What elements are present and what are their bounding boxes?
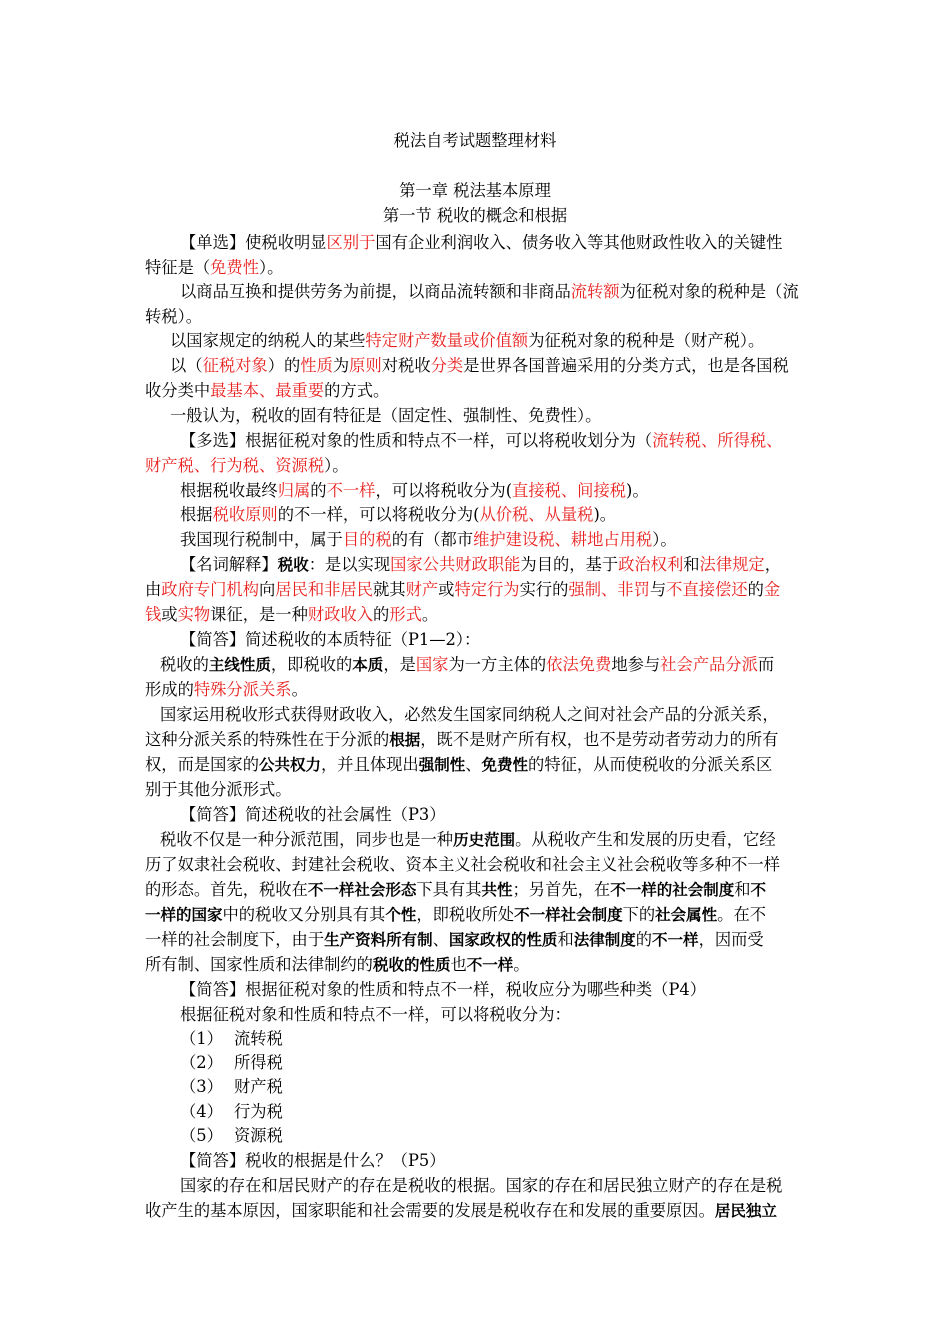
text-segment: ）。: [324, 456, 349, 475]
highlighted-text: 社会产品分派: [660, 655, 758, 674]
text-line: [145, 726, 778, 750]
highlighted-text: 维护建设税、耕地占用税: [473, 530, 653, 549]
highlighted-text: 钱: [145, 605, 162, 624]
bold-text: 本质: [352, 656, 384, 674]
text-segment: 资源税: [234, 1126, 283, 1145]
text-line: [180, 551, 781, 575]
text-segment: 以国家规定的纳税人的某些: [170, 331, 366, 350]
section-title: 第一节 税收的概念和根据: [382, 206, 568, 225]
text-segment: 的方式。: [324, 381, 390, 400]
text-segment: 、: [465, 755, 482, 774]
text-line: [180, 1073, 283, 1097]
text-segment: 、: [432, 930, 449, 949]
text-segment: 【名词解释】: [180, 555, 278, 574]
text-segment: 的有（都市: [391, 530, 474, 549]
text-segment: 的: [310, 481, 327, 500]
text-segment: 的: [635, 930, 653, 949]
text-segment: （3）: [180, 1077, 223, 1096]
bold-text: 居民独立: [714, 1202, 777, 1220]
text-segment: 实行的: [519, 580, 569, 599]
text-segment: ：是以实现: [308, 555, 391, 574]
text-segment: 国有企业利润收入、债务收入等其他财政性收入的关键性: [375, 233, 783, 252]
bold-text: 不一样社会形态: [307, 881, 417, 899]
highlighted-text: 财政收入: [307, 605, 374, 624]
text-segment: 形成的: [145, 680, 194, 699]
text-segment: 。: [513, 955, 530, 974]
bold-text: 不一样的社会制度: [610, 881, 735, 899]
highlighted-text: 国家: [415, 655, 449, 674]
bold-text: 免费性: [481, 756, 529, 774]
text-segment: 或: [161, 605, 178, 624]
text-line: [145, 901, 766, 925]
text-segment: 财产税: [234, 1077, 283, 1096]
text-segment: 由: [145, 580, 162, 599]
text-segment: 收分类中: [145, 381, 211, 400]
bold-text: 不: [750, 881, 767, 899]
text-segment: 也: [450, 955, 467, 974]
text-segment: 。: [421, 605, 439, 624]
text-segment: 下的: [622, 905, 656, 924]
text-line: [170, 402, 601, 426]
text-segment: 所有制、国家性质和法律制约的: [145, 955, 373, 974]
highlighted-text: 财产: [405, 580, 439, 599]
text-segment: 的不一样，可以将税收分为(: [277, 505, 480, 524]
text-segment: ，: [764, 555, 781, 574]
bold-text: 不一样社会制度: [514, 906, 623, 924]
text-segment: )。: [626, 481, 649, 500]
text-line: [180, 477, 649, 501]
text-line: [180, 229, 782, 253]
chapter-title: 第一章 税法基本原理: [399, 181, 551, 200]
text-line: [180, 976, 706, 1000]
text-segment: 国家的存在和居民财产的存在是税收的根据。国家的存在和居民独立财产的存在是税: [180, 1176, 783, 1195]
text-line: [160, 701, 779, 725]
highlighted-text: 特殊分派关系: [193, 680, 292, 699]
highlighted-text: 国家公共财政职能: [390, 555, 521, 574]
text-segment: 税收不仅是一种分派范围，同步也是一种: [160, 830, 454, 849]
text-segment: 和: [557, 930, 574, 949]
text-segment: 为目的，基于: [520, 555, 619, 574]
bold-text: 税收的性质: [372, 956, 451, 974]
text-segment: 这种分派关系的特殊性在于分派的: [145, 730, 390, 749]
text-line: [145, 951, 530, 975]
text-line: [180, 1025, 283, 1049]
bold-text: 公共权力: [258, 756, 321, 774]
bold-text: 共性: [481, 881, 513, 899]
highlighted-text: 特定行为: [454, 580, 520, 599]
text-segment: 课征，是一种: [210, 605, 308, 624]
text-line: [170, 327, 764, 351]
highlighted-text: 不直接偿还: [666, 580, 748, 599]
text-segment: ；另首先，在: [512, 880, 611, 899]
text-segment: 和: [734, 880, 751, 899]
text-segment: 转税）。: [145, 307, 202, 326]
text-segment: （2）: [180, 1053, 223, 1072]
text-line: [180, 1172, 782, 1196]
text-line: [145, 876, 766, 900]
highlighted-text: 流转额: [570, 282, 620, 301]
text-line: [145, 254, 283, 278]
highlighted-text: 最基本、最重要: [210, 381, 325, 400]
highlighted-text: 区别于: [326, 233, 376, 252]
text-segment: 一般认为，税收的固有特征是（固定性、强制性、免费性）。: [170, 406, 602, 425]
highlighted-text: 直接税、间接税: [512, 481, 627, 500]
text-segment: ，即税收所处: [416, 905, 515, 924]
text-line: [180, 801, 446, 825]
text-segment: 向: [259, 580, 276, 599]
bold-text: 生产资料所有制: [324, 931, 433, 949]
bold-text: 主线性质: [208, 656, 271, 674]
highlighted-text: 不一样: [326, 481, 376, 500]
text-segment: ，并且体现出: [321, 755, 419, 774]
bold-text: 不一样: [652, 931, 699, 949]
text-segment: 历了奴隶社会税收、封建社会税收、资本主义社会税收和社会主义社会税收等多种不一样: [145, 855, 780, 874]
text-segment: 【简答】简述税收的社会属性（P3）: [180, 805, 446, 824]
text-segment: 国家运用税收形式获得财政收入，必然发生国家同纳税人之间对社会产品的分派关系，: [160, 705, 779, 724]
text-segment: 我国现行税制中，属于: [180, 530, 343, 549]
text-segment: （4）: [180, 1102, 223, 1121]
bold-text: 税收: [277, 556, 309, 574]
text-line: [145, 676, 308, 700]
text-segment: )。: [593, 505, 617, 524]
text-segment: 权，而是国家的: [145, 755, 259, 774]
highlighted-text: 特定财产数量或价值额: [365, 331, 529, 350]
text-segment: 收产生的基本原因，国家职能和社会需要的发展是税收存在和发展的重要原因。: [145, 1201, 715, 1220]
text-segment: 一样的社会制度下，由于: [145, 930, 325, 949]
text-segment: ，可以将税收分为(: [375, 481, 513, 500]
text-segment: 【单选】使税收明显: [180, 233, 327, 252]
highlighted-text: 政府专门机构: [161, 580, 259, 599]
text-line: [160, 826, 776, 850]
bold-text: 个性: [385, 906, 417, 924]
text-segment: 为一方主体的: [448, 655, 547, 674]
text-line: [180, 1147, 446, 1171]
text-line: [145, 751, 772, 775]
text-segment: 。在不: [717, 905, 767, 924]
text-line: [170, 352, 789, 376]
text-segment: 中的税收又分别具有其: [222, 905, 386, 924]
highlighted-text: 流转税、所得税、: [652, 431, 783, 450]
text-segment: 是世界各国普遍采用的分类方式，也是各国税: [463, 356, 789, 375]
highlighted-text: 税收原则: [212, 505, 278, 524]
text-segment: 为征税对象的税种是（财产税）。: [528, 331, 765, 350]
highlighted-text: 强制、非罚: [568, 580, 650, 599]
text-line: [145, 851, 780, 875]
text-line: [145, 303, 202, 327]
text-segment: ）。: [652, 530, 677, 549]
document-title: 税法自考试题整理材料: [393, 131, 557, 150]
text-segment: ，因而受: [698, 930, 764, 949]
text-segment: 【简答】简述税收的本质特征（P1—2）：: [180, 630, 481, 649]
highlighted-text: 原则: [349, 356, 382, 375]
highlighted-text: 从价税、从量税: [479, 505, 594, 524]
text-line: [145, 452, 349, 476]
highlighted-text: 政治权利: [618, 555, 684, 574]
text-segment: 为征税对象的税种是（流: [619, 282, 799, 301]
bold-text: 社会属性: [655, 906, 718, 924]
highlighted-text: 财产税、行为税、资源税: [145, 456, 325, 475]
highlighted-text: 分类: [430, 356, 464, 375]
text-segment: 对税收: [381, 356, 431, 375]
highlighted-text: 实物: [177, 605, 211, 624]
text-segment: ）。: [259, 258, 284, 277]
highlighted-text: 居民和非居民: [275, 580, 373, 599]
text-segment: 地参与: [611, 655, 661, 674]
text-segment: 所得税: [234, 1053, 283, 1072]
text-segment: 而: [757, 655, 775, 674]
bold-text: 强制性: [418, 756, 466, 774]
text-segment: 【简答】根据征税对象的性质和特点不一样，税收应分为哪些种类（P4）: [180, 980, 707, 999]
highlighted-text: 金: [763, 580, 781, 599]
text-segment: （5）: [180, 1126, 223, 1145]
text-line: [180, 278, 799, 302]
text-segment: 或: [438, 580, 455, 599]
text-segment: 的: [373, 605, 390, 624]
text-segment: 就其: [373, 580, 406, 599]
text-segment: 。: [291, 680, 308, 699]
bold-text: 根据: [389, 731, 421, 749]
text-line: [180, 1122, 283, 1146]
text-segment: 根据: [180, 505, 213, 524]
text-line: [145, 601, 438, 625]
text-segment: 特征是（: [145, 258, 211, 277]
text-segment: 下具有其: [416, 880, 482, 899]
text-segment: 【简答】税收的根据是什么？（P5）: [180, 1151, 446, 1170]
text-segment: 和: [683, 555, 700, 574]
text-segment: 行为税: [234, 1102, 283, 1121]
text-segment: 以商品互换和提供劳务为前提，以商品流转额和非商品: [180, 282, 571, 301]
text-line: [180, 1098, 283, 1122]
highlighted-text: 免费性: [210, 258, 259, 277]
text-segment: （1）: [180, 1029, 223, 1048]
text-segment: 的形态。首先，税收在: [145, 880, 308, 899]
text-line: [145, 926, 764, 950]
bold-text: 历史范围: [453, 831, 516, 849]
text-line: [180, 427, 782, 451]
text-segment: ，是: [383, 655, 416, 674]
highlighted-text: 形式: [389, 605, 422, 624]
text-segment: 根据征税对象和性质和特点不一样，可以将税收分为：: [180, 1005, 571, 1024]
text-segment: 流转税: [234, 1029, 283, 1048]
text-line: [145, 377, 389, 401]
text-segment: 的: [747, 580, 764, 599]
text-segment: 。从税收产生和发展的历史看，它经: [515, 830, 776, 849]
text-segment: 根据税收最终: [180, 481, 278, 500]
bold-text: 国家政权的性质: [448, 931, 558, 949]
text-segment: 【多选】根据征税对象的性质和特点不一样，可以将税收划分为（: [180, 431, 653, 450]
highlighted-text: 法律规定: [699, 555, 765, 574]
highlighted-text: 性质: [300, 356, 333, 375]
text-segment: ）的: [267, 356, 301, 375]
text-line: [160, 651, 774, 675]
text-line: [145, 776, 292, 800]
text-line: [180, 526, 677, 550]
text-line: [180, 1001, 571, 1025]
text-segment: 为: [332, 356, 350, 375]
highlighted-text: 征税对象: [202, 356, 268, 375]
text-line: [180, 501, 616, 525]
text-segment: 与: [649, 580, 667, 599]
text-segment: ，即税收的: [270, 655, 353, 674]
highlighted-text: 归属: [277, 481, 311, 500]
bold-text: 不一样: [466, 956, 514, 974]
text-segment: 别于其他分派形式。: [145, 780, 292, 799]
text-line: [180, 1049, 283, 1073]
highlighted-text: 目的税: [342, 530, 392, 549]
text-segment: 税收的: [160, 655, 209, 674]
text-line: [145, 1197, 777, 1221]
highlighted-text: 依法免费: [546, 655, 612, 674]
bold-text: 一样的国家: [145, 906, 223, 924]
text-line: [180, 626, 480, 650]
text-segment: 的特征，从而使税收的分派关系区: [528, 755, 773, 774]
bold-text: 法律制度: [573, 931, 636, 949]
text-segment: 以（: [170, 356, 203, 375]
text-line: [145, 576, 780, 600]
text-segment: ，既不是财产所有权，也不是劳动者劳动力的所有: [420, 730, 779, 749]
